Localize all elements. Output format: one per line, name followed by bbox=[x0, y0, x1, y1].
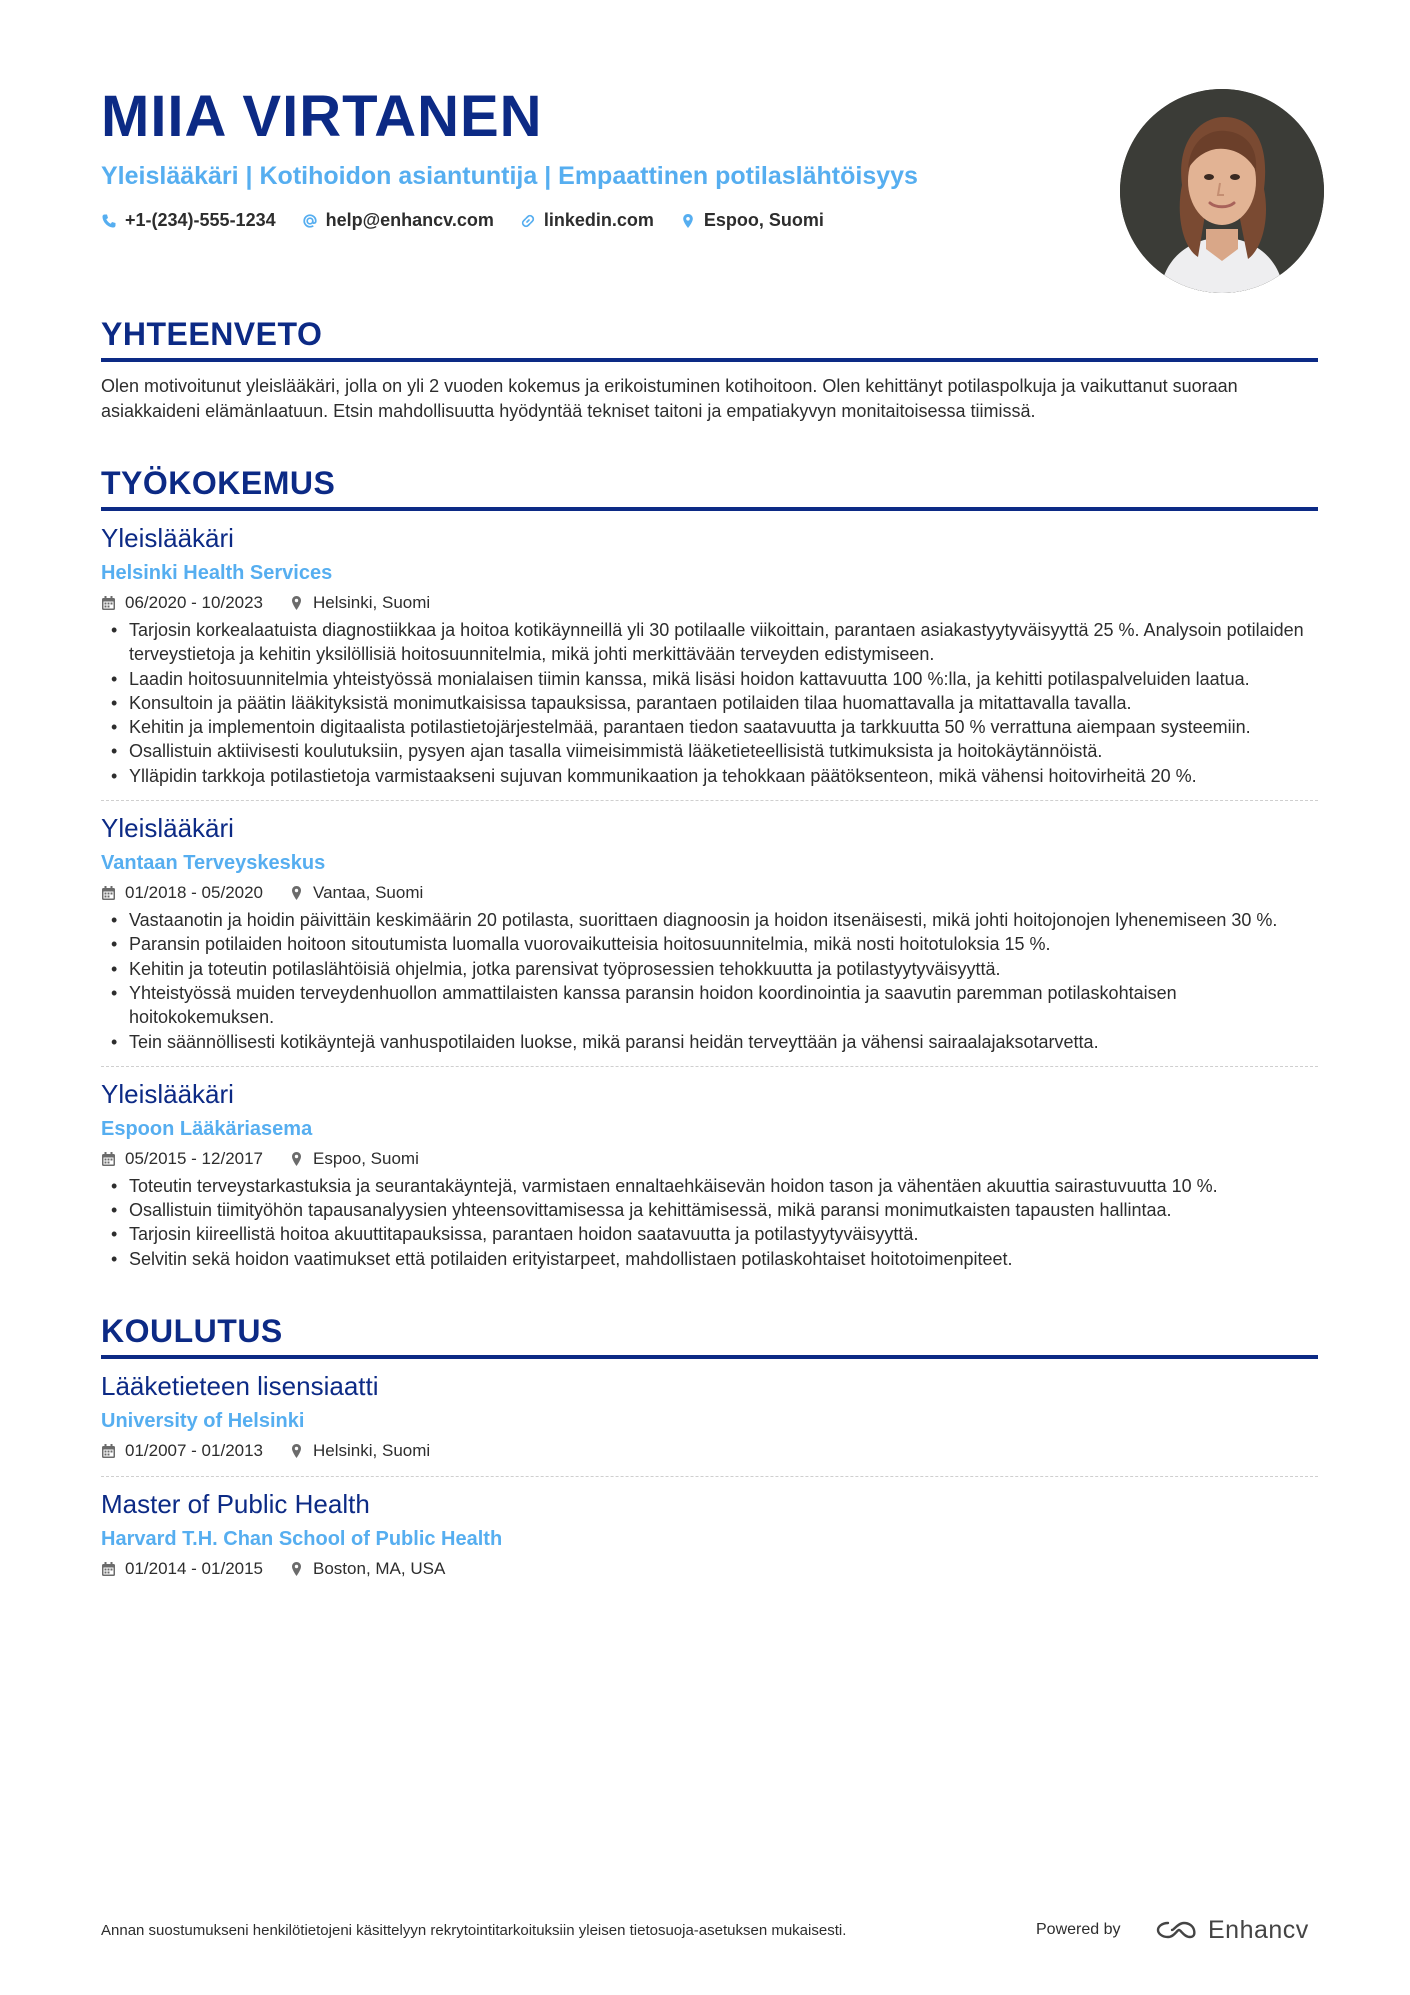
job-location-text: Vantaa, Suomi bbox=[313, 883, 424, 903]
calendar-icon bbox=[101, 1151, 116, 1167]
education-location-text: Helsinki, Suomi bbox=[313, 1441, 431, 1461]
contact-phone[interactable] bbox=[101, 210, 276, 231]
achievement-item: • Osallistuin tiimityöhön tapausanalyysien yhteensovittamisessa ja kehittämisessä, mikä paransi monimutkaisten tapausten hallintaa. bbox=[101, 1198, 1318, 1222]
portrait-illustration bbox=[1120, 89, 1324, 293]
location-icon bbox=[680, 213, 696, 229]
education-title: KOULUTUS bbox=[101, 1311, 1318, 1359]
education-meta bbox=[101, 1556, 1318, 1582]
contact-linkedin-text: linkedin.com bbox=[543, 210, 654, 230]
achievement-item: • Kehitin ja implementoin digitaalista potilastietojärjestelmää, parantaen tiedon saatavuutta ja tarkkuutta 50 % verrattuna aiempaan systeemiin. bbox=[101, 715, 1318, 739]
achievement-item: • Kehitin ja toteutin potilaslähtöisiä ohjelmia, jotka parensivat työprosessien tehokkuutta ja potilastyytyväisyyttä. bbox=[101, 957, 1318, 981]
job-title: Yleislääkäri bbox=[101, 813, 234, 844]
summary-title: YHTEENVETO bbox=[101, 314, 1318, 362]
degree-title: Master of Public Health bbox=[101, 1489, 370, 1520]
contact-email[interactable] bbox=[302, 210, 494, 231]
job-meta bbox=[101, 1146, 1318, 1172]
powered-by-text: Powered by bbox=[1036, 1921, 1121, 1938]
job-location bbox=[289, 1146, 419, 1172]
contact-phone-text: +1-(234)-555-1234 bbox=[125, 210, 276, 230]
achievement-item: • Tein säännöllisesti kotikäyntejä vanhuspotilaiden luokse, mikä paransi heidän terveyttään ja vähensi sairaalajaksotarvetta. bbox=[101, 1030, 1318, 1054]
achievement-item: • Laadin hoitosuunnitelmia yhteistyössä monialaisen tiimin kanssa, mikä lisäsi hoidon kattavuutta 100 %:lla, ja kehitti potilaspalveluiden laatua. bbox=[101, 667, 1318, 691]
school-name: Harvard T.H. Chan School of Public Health bbox=[101, 1528, 503, 1551]
education-meta bbox=[101, 1438, 1318, 1464]
contact-location-text: Espoo, Suomi bbox=[703, 210, 824, 230]
candidate-name: MIIA VIRTANEN bbox=[101, 84, 543, 149]
experience-entry bbox=[101, 511, 1318, 800]
education-dates bbox=[101, 1438, 263, 1464]
company-name: Espoon Lääkäriasema bbox=[101, 1117, 313, 1140]
achievement-item: • Selvitin sekä hoidon vaatimukset että potilaiden erityistarpeet, mahdollistaen potilaskohtaiset hoitotoimenpiteet. bbox=[101, 1247, 1318, 1271]
calendar-icon bbox=[101, 885, 116, 901]
company-name: Vantaan Terveyskeskus bbox=[101, 852, 326, 875]
job-dates-text: 06/2020 - 10/2023 bbox=[125, 593, 264, 612]
job-location-text: Helsinki, Suomi bbox=[313, 593, 431, 612]
location-icon bbox=[289, 1443, 304, 1459]
job-achievements bbox=[101, 1174, 1318, 1271]
contact-location bbox=[680, 210, 824, 231]
calendar-icon bbox=[101, 595, 116, 611]
education-location-text: Boston, MA, USA bbox=[313, 1559, 446, 1579]
experience-entry bbox=[101, 800, 1318, 1066]
job-dates bbox=[101, 1146, 263, 1172]
job-meta bbox=[101, 590, 1318, 616]
location-icon bbox=[289, 1151, 304, 1167]
job-location bbox=[289, 590, 430, 616]
enhancv-logo-icon bbox=[1154, 1918, 1198, 1942]
job-achievements bbox=[101, 908, 1318, 1054]
achievement-item: • Konsultoin ja päätin lääkityksistä monimutkaisissa tapauksissa, parantaen potilaiden tilaa huomattavalla ja mitattavalla tavalla. bbox=[101, 691, 1318, 715]
job-dates bbox=[101, 590, 263, 616]
location-icon bbox=[289, 595, 304, 611]
profile-photo bbox=[1120, 89, 1324, 293]
summary-text: Olen motivoitunut yleislääkäri, jolla on yli 2 vuoden kokemus ja erikoistuminen kotihoitoon. Olen kehittänyt potilaspolkuja ja vaikuttanut suoraan asiakkaideni elämänlaatuun. Etsin mahdollisuutta hyödyntää tekniset taitoni ja empatiakyvyn monitaitoisessa tiimissä. bbox=[101, 376, 1238, 421]
school-name: University of Helsinki bbox=[101, 1410, 305, 1433]
job-title: Yleislääkäri bbox=[101, 1078, 234, 1109]
calendar-icon bbox=[101, 1561, 116, 1577]
contact-email-text: help@enhancv.com bbox=[325, 210, 494, 230]
job-title: Yleislääkäri bbox=[101, 523, 234, 553]
experience-section bbox=[101, 463, 1318, 1283]
degree-title: Lääketieteen lisensiaatti bbox=[101, 1371, 379, 1402]
enhancv-brand-link[interactable] bbox=[1154, 1916, 1309, 1945]
achievement-item: • Vastaanotin ja hoidin päivittäin keskimäärin 20 potilasta, suorittaen diagnoosin ja hoidon itsenäisesti, mikä johti hoitojonojen lyhenemiseen 30 %. bbox=[101, 908, 1318, 932]
candidate-headline: Yleislääkäri | Kotihoidon asiantuntija | Empaattinen potilaslähtöisyys bbox=[101, 162, 918, 190]
achievement-item: • Yhteistyössä muiden terveydenhuollon ammattilaisten kanssa paransin hoidon koordinointia ja saavutin paremman potilaskohtaisen hoitokokemuksen. bbox=[101, 981, 1318, 1030]
achievement-item: • Tarjosin korkealaatuista diagnostiikkaa ja hoitoa kotikäynneillä yli 30 potilaalle viikoittain, parantaen asiakastyytyväisyyttä 25 %. Analysoin potilaiden terveystietoja ja kehitin yksilöllisiä hoitosuunnitelmia, mikä johti merkittävään terveyden edistymiseen. bbox=[101, 618, 1318, 667]
experience-title: TYÖKOKEMUS bbox=[101, 463, 1318, 511]
summary-section bbox=[101, 314, 1318, 423]
achievement-item: • Toteutin terveystarkastuksia ja seurantakäyntejä, varmistaen ennaltaehkäisevän hoidon tason ja vähentäen akuuttia sairastuvuutta 10 %. bbox=[101, 1174, 1318, 1198]
education-dates-text: 01/2007 - 01/2013 bbox=[125, 1441, 264, 1461]
gdpr-consent-text: Annan suostumukseni henkilötietojeni käsittelyyn rekrytointitarkoituksiin yleisen tietosuoja-asetuksen mukaisesti. bbox=[101, 1921, 847, 1939]
achievement-item: • Ylläpidin tarkkoja potilastietoja varmistaakseni sujuvan kommunikaation ja tehokkaan päätöksenteon, mikä vähensi hoitovirheitä 20 %. bbox=[101, 764, 1318, 788]
job-dates-text: 01/2018 - 05/2020 bbox=[125, 883, 264, 903]
location-icon bbox=[289, 1561, 304, 1577]
job-dates-text: 05/2015 - 12/2017 bbox=[125, 1148, 264, 1168]
calendar-icon bbox=[101, 1443, 116, 1459]
job-meta bbox=[101, 880, 1318, 906]
job-location bbox=[289, 880, 423, 906]
link-icon bbox=[520, 213, 536, 229]
education-location bbox=[289, 1556, 445, 1582]
resume-footer bbox=[101, 1915, 1318, 1945]
education-dates bbox=[101, 1556, 263, 1582]
education-entry bbox=[101, 1359, 1318, 1476]
contact-linkedin[interactable] bbox=[520, 210, 654, 231]
job-achievements bbox=[101, 618, 1318, 788]
company-name: Helsinki Health Services bbox=[101, 562, 333, 584]
phone-icon bbox=[101, 213, 117, 229]
education-section bbox=[101, 1311, 1318, 1594]
job-location-text: Espoo, Suomi bbox=[313, 1148, 419, 1168]
achievement-item: • Tarjosin kiireellistä hoitoa akuuttitapauksissa, parantaen hoidon saatavuutta ja potilastyytyväisyyttä. bbox=[101, 1222, 1318, 1246]
achievement-item: • Paransin potilaiden hoitoon sitoutumista luomalla vuorovaikutteisia hoitosuunnitelmia, mikä nosti hoitotuloksia 15 %. bbox=[101, 932, 1318, 956]
education-dates-text: 01/2014 - 01/2015 bbox=[125, 1559, 264, 1579]
experience-entry bbox=[101, 1066, 1318, 1283]
location-icon bbox=[289, 885, 304, 901]
job-dates bbox=[101, 880, 263, 906]
education-location bbox=[289, 1438, 430, 1464]
at-icon bbox=[302, 213, 318, 229]
enhancv-brand-name: Enhancv bbox=[1208, 1915, 1309, 1944]
resume-header bbox=[101, 84, 1318, 296]
achievement-item: • Osallistuin aktiivisesti koulutuksiin, pysyen ajan tasalla viimeisimmistä lääketieteellisistä tutkimuksista ja hoitokäytännöistä. bbox=[101, 739, 1318, 763]
education-entry bbox=[101, 1476, 1318, 1594]
resume-content bbox=[101, 84, 1318, 1594]
